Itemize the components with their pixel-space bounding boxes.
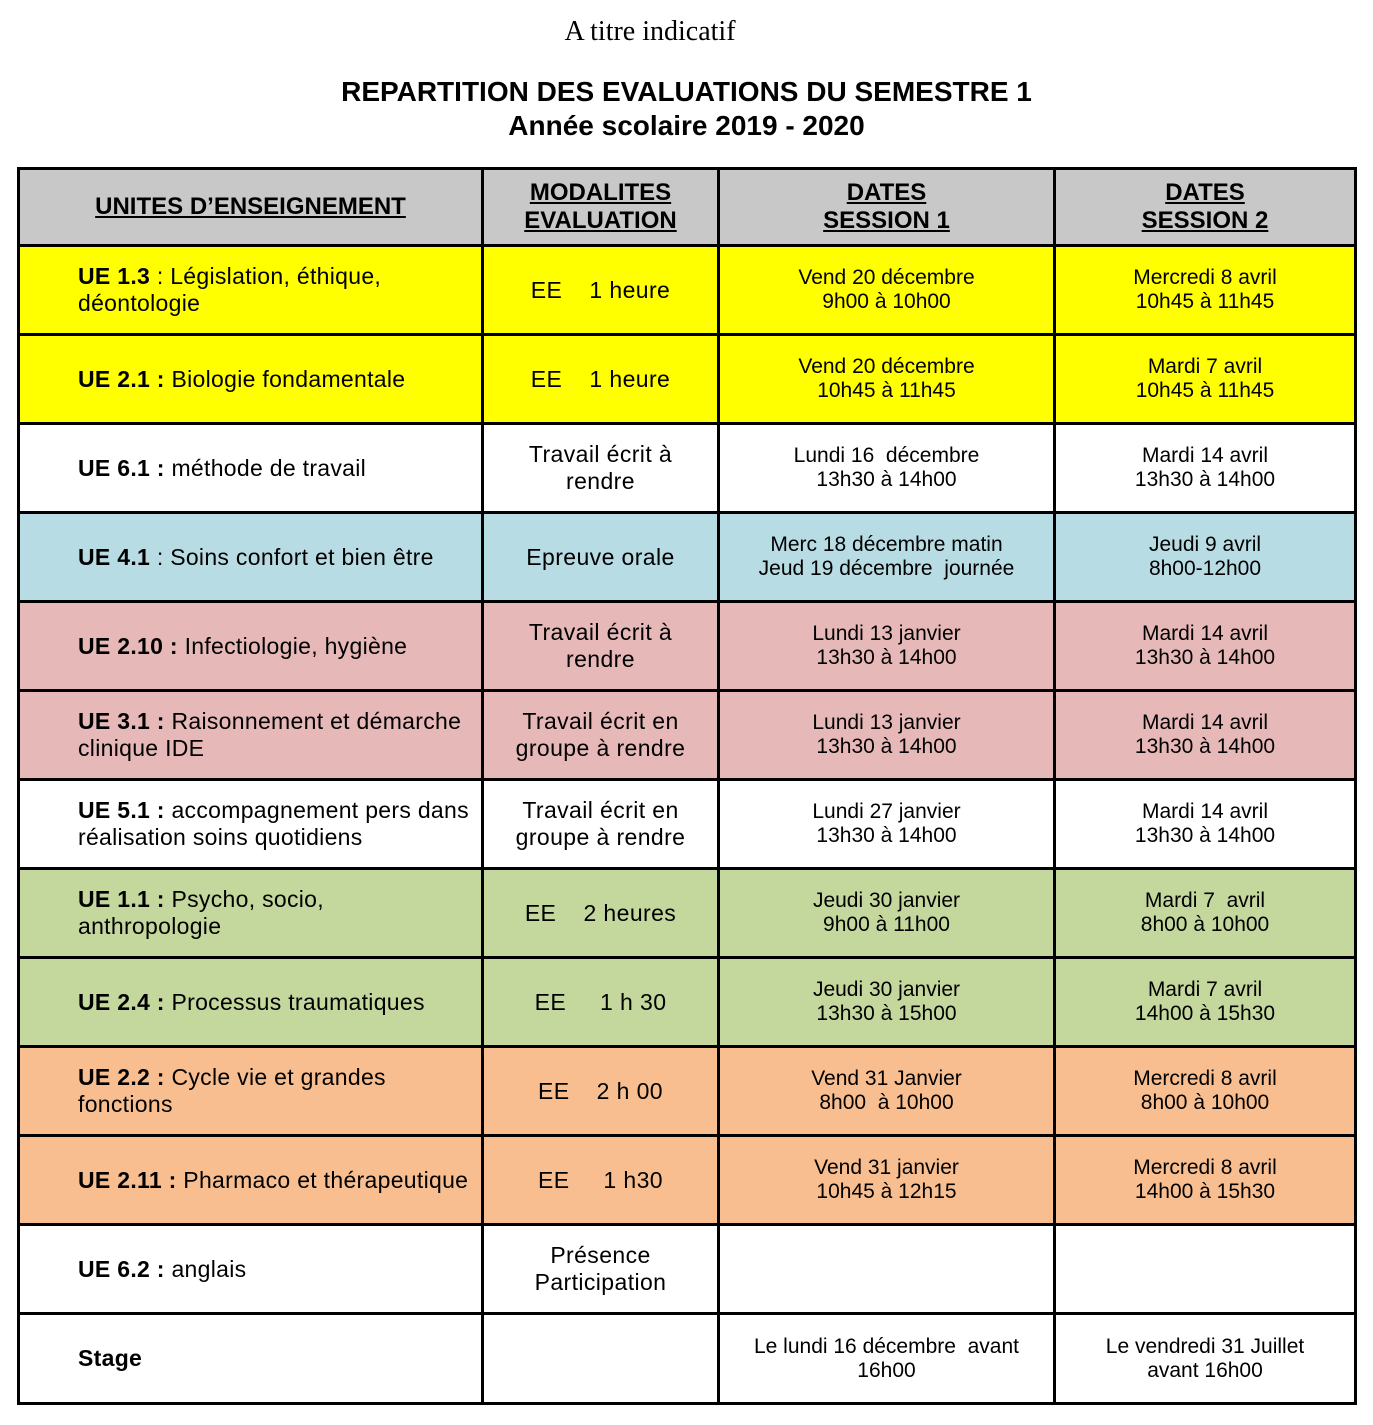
session1-cell: Le lundi 16 décembre avant 16h00 — [719, 1314, 1055, 1404]
table-row — [19, 602, 1356, 691]
ue-name: méthode de travail — [171, 454, 367, 481]
modalite-cell: Epreuve orale — [483, 513, 719, 602]
table-row — [19, 424, 1356, 513]
ue-sep: : — [150, 263, 171, 289]
ue-code: UE 6.1 : — [78, 454, 165, 481]
ue-cell — [19, 1136, 483, 1225]
ue-name: Pharmaco et thérapeutique — [183, 1166, 469, 1193]
session2-cell: Jeudi 9 avril 8h00-12h00 — [1055, 513, 1356, 602]
session2-cell: Mercredi 8 avril 10h45 à 11h45 — [1055, 246, 1356, 335]
ue-code: UE 2.10 : — [78, 632, 178, 659]
table-row — [19, 1225, 1356, 1314]
table-row — [19, 958, 1356, 1047]
ue-cell — [19, 1225, 483, 1314]
header-session2: DATES SESSION 2 — [1055, 169, 1356, 246]
modalite-cell: EE 1 heure — [483, 246, 719, 335]
ue-code: UE 1.3 — [78, 263, 151, 289]
table-row — [19, 335, 1356, 424]
ue-code: Stage — [78, 1345, 143, 1371]
modalite-cell: Présence Participation — [483, 1225, 719, 1314]
ue-cell — [19, 1314, 483, 1404]
ue-cell — [19, 1047, 483, 1136]
ue-cell — [19, 780, 483, 869]
header-session1: DATES SESSION 1 — [719, 169, 1055, 246]
session1-cell: Vend 31 janvier 10h45 à 12h15 — [719, 1136, 1055, 1225]
ue-name: accompagnement pers dans réalisation soins quotidiens — [78, 797, 469, 850]
session2-cell — [1055, 1225, 1356, 1314]
ue-code: UE 1.1 : — [78, 886, 165, 912]
session2-cell: Mardi 7 avril 8h00 à 10h00 — [1055, 869, 1356, 958]
modalite-cell: Travail écrit en groupe à rendre — [483, 691, 719, 780]
session2-cell: Mercredi 8 avril 8h00 à 10h00 — [1055, 1047, 1356, 1136]
ue-name: Raisonnement et démarche clinique IDE — [78, 708, 462, 761]
table-row — [19, 1314, 1356, 1404]
table-row — [19, 691, 1356, 780]
evaluation-table — [17, 167, 1357, 1405]
session1-cell: Lundi 16 décembre 13h30 à 14h00 — [719, 424, 1055, 513]
table-header-row — [19, 169, 1356, 246]
page-subtitle: Année scolaire 2019 - 2020 — [508, 110, 865, 141]
ue-name: Soins confort et bien être — [170, 543, 434, 570]
table-row — [19, 780, 1356, 869]
ue-cell — [19, 869, 483, 958]
modalite-cell: EE 1 heure — [483, 335, 719, 424]
session1-cell: Vend 20 décembre 10h45 à 11h45 — [719, 335, 1055, 424]
modalite-cell: EE 1 h30 — [483, 1136, 719, 1225]
ue-code: UE 5.1 : — [78, 797, 165, 823]
ue-code: UE 3.1 : — [78, 708, 165, 734]
ue-name: Biologie fondamentale — [171, 365, 406, 392]
ue-cell — [19, 513, 483, 602]
session2-cell: Mardi 14 avril 13h30 à 14h00 — [1055, 691, 1356, 780]
table-row — [19, 869, 1356, 958]
modalite-cell: EE 1 h 30 — [483, 958, 719, 1047]
session1-cell: Merc 18 décembre matin Jeud 19 décembre journée — [719, 513, 1055, 602]
session2-cell: Mardi 14 avril 13h30 à 14h00 — [1055, 602, 1356, 691]
ue-name: Législation, éthique, déontologie — [78, 263, 382, 316]
session2-cell: Mercredi 8 avril 14h00 à 15h30 — [1055, 1136, 1356, 1225]
table-row — [19, 1047, 1356, 1136]
ue-cell — [19, 246, 483, 335]
ue-cell — [19, 424, 483, 513]
modalite-cell: Travail écrit à rendre — [483, 602, 719, 691]
session1-cell: Lundi 13 janvier 13h30 à 14h00 — [719, 691, 1055, 780]
ue-name: Processus traumatiques — [171, 988, 425, 1015]
ue-name: Psycho, socio, anthropologie — [78, 886, 324, 939]
table-row — [19, 513, 1356, 602]
session2-cell: Mardi 14 avril 13h30 à 14h00 — [1055, 780, 1356, 869]
header-modalites: MODALITES EVALUATION — [483, 169, 719, 246]
ue-code: UE 2.1 : — [78, 365, 165, 392]
session1-cell: Vend 31 Janvier 8h00 à 10h00 — [719, 1047, 1055, 1136]
modalite-cell: EE 2 heures — [483, 869, 719, 958]
session2-cell: Mardi 14 avril 13h30 à 14h00 — [1055, 424, 1356, 513]
page-title: REPARTITION DES EVALUATIONS DU SEMESTRE 1 — [341, 76, 1032, 107]
ue-sep — [178, 633, 185, 659]
ue-name: Cycle vie et grandes fonctions — [78, 1064, 386, 1117]
table-body — [19, 246, 1356, 1404]
header-ue: UNITES D’ENSEIGNEMENT — [19, 169, 483, 246]
ue-name: Infectiologie, hygiène — [184, 632, 408, 659]
ue-cell — [19, 602, 483, 691]
modalite-cell — [483, 1314, 719, 1404]
modalite-cell: Travail écrit en groupe à rendre — [483, 780, 719, 869]
ue-cell — [19, 958, 483, 1047]
session1-cell: Vend 20 décembre 9h00 à 10h00 — [719, 246, 1055, 335]
ue-sep: : — [150, 543, 171, 570]
session1-cell: Jeudi 30 janvier 13h30 à 15h00 — [719, 958, 1055, 1047]
ue-cell — [19, 335, 483, 424]
table-row — [19, 246, 1356, 335]
session1-cell: Lundi 13 janvier 13h30 à 14h00 — [719, 602, 1055, 691]
session2-cell: Mardi 7 avril 10h45 à 11h45 — [1055, 335, 1356, 424]
session1-cell: Lundi 27 janvier 13h30 à 14h00 — [719, 780, 1055, 869]
modalite-cell: Travail écrit à rendre — [483, 424, 719, 513]
ue-cell — [19, 691, 483, 780]
session1-cell: Jeudi 30 janvier 9h00 à 11h00 — [719, 869, 1055, 958]
ue-code: UE 4.1 — [78, 543, 151, 570]
ue-code: UE 2.4 : — [78, 988, 165, 1015]
session2-cell: Mardi 7 avril 14h00 à 15h30 — [1055, 958, 1356, 1047]
session1-cell — [719, 1225, 1055, 1314]
note-indicatif: A titre indicatif — [564, 16, 736, 47]
ue-code: UE 6.2 : — [78, 1255, 165, 1282]
ue-name: anglais — [171, 1255, 247, 1282]
modalite-cell: EE 2 h 00 — [483, 1047, 719, 1136]
session2-cell: Le vendredi 31 Juillet avant 16h00 — [1055, 1314, 1356, 1404]
table-row — [19, 1136, 1356, 1225]
ue-code: UE 2.2 : — [78, 1064, 165, 1090]
ue-code: UE 2.11 : — [78, 1166, 177, 1193]
